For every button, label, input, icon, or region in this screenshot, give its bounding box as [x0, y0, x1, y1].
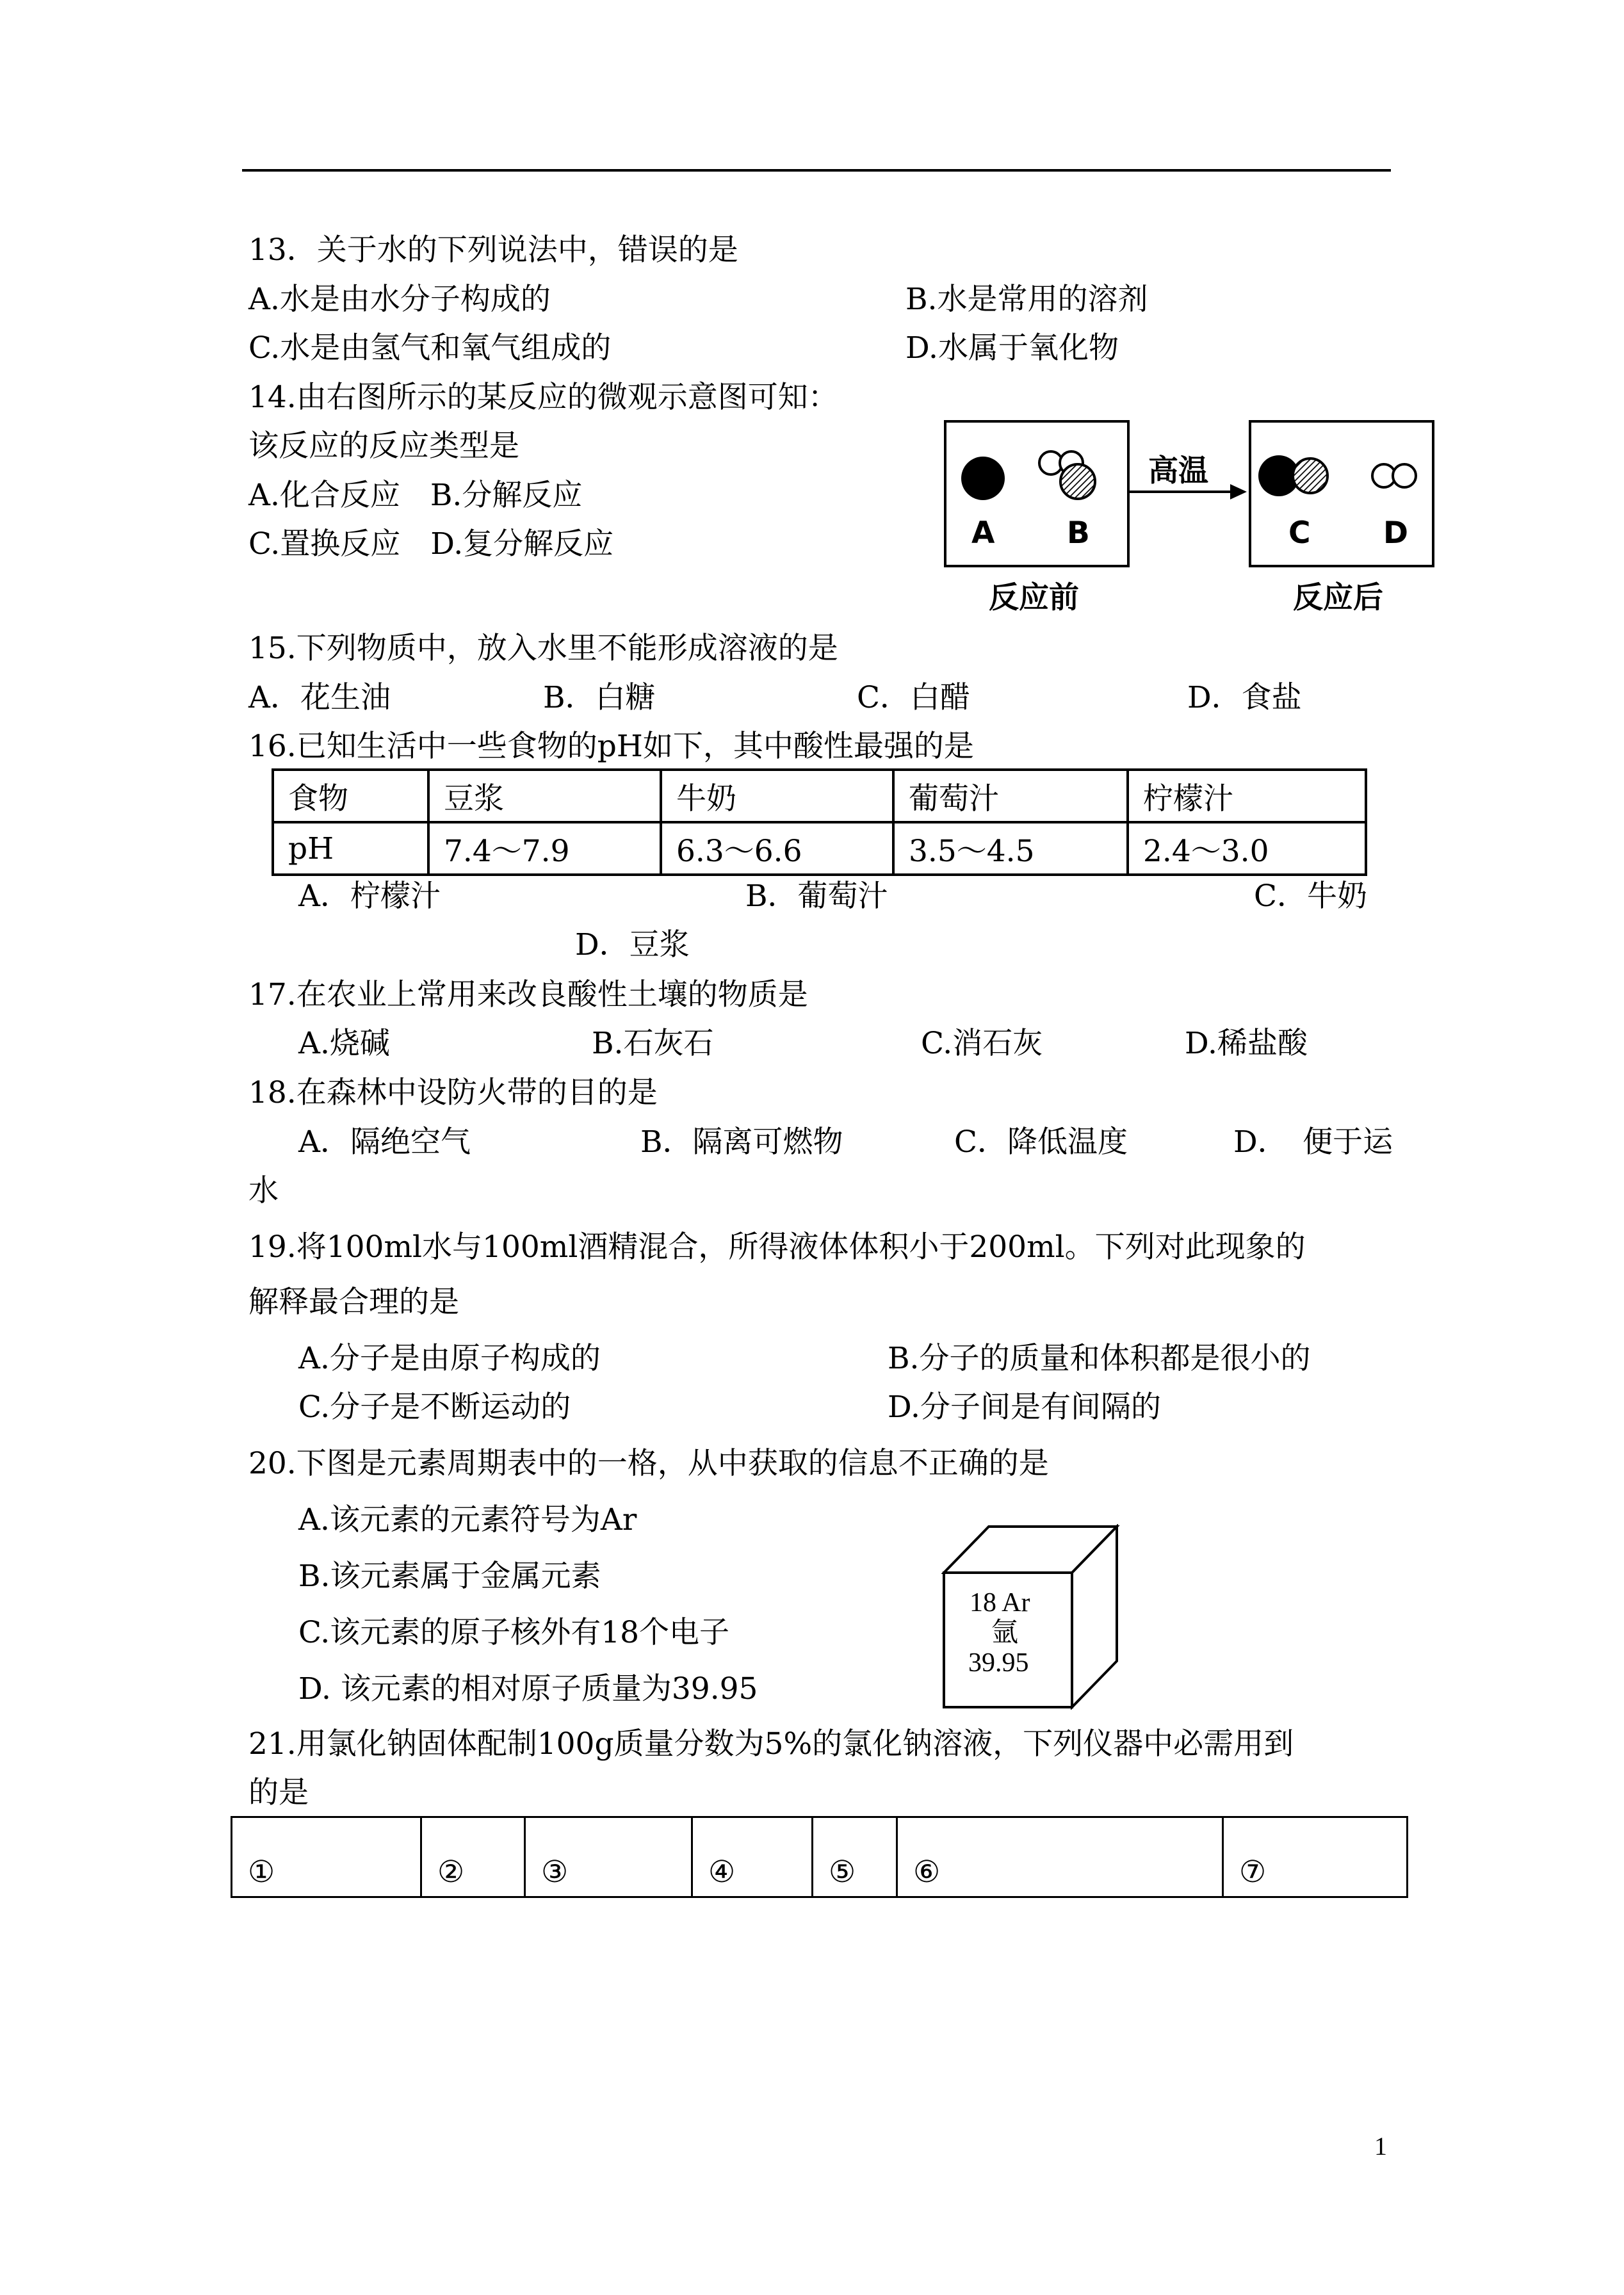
label-c: C [1288, 515, 1311, 551]
q19-option-b: B.分子的质量和体积都是很小的 [888, 1341, 1311, 1376]
q21-stem-line2: 的是 [248, 1775, 309, 1810]
arrow-head [1230, 484, 1247, 499]
table-header-cell: 豆浆 [428, 770, 661, 822]
table-cell: 6.3～6.6 [661, 822, 893, 875]
table-cell: 2.4～3.0 [1128, 822, 1366, 875]
label-d: D [1383, 515, 1409, 551]
q15-option-b: B．白糖 [543, 680, 656, 715]
q17-option-a: A.烧碱 [298, 1026, 390, 1061]
q20-option-a: A.该元素的元素符号为Ar [298, 1502, 637, 1537]
table-header-cell: 食物 [273, 770, 428, 822]
q18-option-a: A．隔绝空气 [298, 1124, 471, 1160]
element-name: 氩 [991, 1616, 1019, 1648]
q20-option-b: B.该元素属于金属元素 [298, 1559, 601, 1594]
q18-option-c: C．降低温度 [954, 1124, 1128, 1160]
table-cell: pH [273, 822, 428, 875]
q14-stem-line1: 14.由右图所示的某反应的微观示意图可知： [248, 380, 838, 415]
label-b: B [1067, 515, 1090, 551]
q16-option-b: B．葡萄汁 [745, 879, 888, 914]
q19-option-a: A.分子是由原子构成的 [298, 1341, 601, 1376]
q16-option-c: C．牛奶 [1254, 879, 1367, 914]
caption-before: 反应前 [989, 580, 1079, 615]
q17-option-d: D.稀盐酸 [1185, 1026, 1308, 1061]
q16-option-a: A．柠檬汁 [298, 879, 441, 914]
page-number: 1 [1374, 2132, 1387, 2161]
element-cell-box [941, 1524, 1121, 1710]
reaction-condition: 高温 [1148, 453, 1208, 489]
table-cell: 3.5～4.5 [893, 822, 1128, 875]
q16-option-d: D．豆浆 [575, 927, 690, 962]
q14-options-line2: C.置换反应 D.复分解反应 [248, 526, 614, 562]
molecule-c-hatched-atom [1293, 458, 1328, 493]
instrument-table [231, 1816, 1408, 1898]
caption-after: 反应后 [1293, 580, 1383, 615]
instrument-cell-5: ⑤ [813, 1817, 897, 1897]
q20-option-d: D. 该元素的相对原子质量为39.95 [298, 1671, 758, 1707]
q14-options-line1: A.化合反应 B.分解反应 [248, 478, 583, 513]
q13-option-c: C.水是由氢气和氧气组成的 [248, 330, 612, 366]
q17-option-c: C.消石灰 [921, 1026, 1043, 1061]
q14-stem-line2: 该反应的反应类型是 [248, 428, 519, 464]
q15-stem: 15.下列物质中，放入水里不能形成溶液的是 [248, 631, 838, 666]
instrument-cell-7: ⑦ [1223, 1817, 1408, 1897]
q15-option-a: A．花生油 [248, 680, 391, 715]
table-header-cell: 牛奶 [661, 770, 893, 822]
element-number-symbol: 18 Ar [970, 1588, 1030, 1618]
table-row [232, 1817, 1408, 1897]
ph-table [272, 768, 1367, 876]
q15-option-d: D．食盐 [1187, 680, 1302, 715]
instrument-cell-1: ① [232, 1817, 421, 1897]
instrument-cell-3: ③ [525, 1817, 692, 1897]
instrument-cell-4: ④ [692, 1817, 813, 1897]
q18-option-b: B．隔离可燃物 [640, 1124, 843, 1160]
q19-stem-line2: 解释最合理的是 [248, 1285, 459, 1320]
q16-stem: 16.已知生活中一些食物的pH如下，其中酸性最强的是 [248, 729, 974, 764]
table-header-cell: 柠檬汁 [1128, 770, 1366, 822]
q20-option-c: C.该元素的原子核外有18个电子 [298, 1615, 730, 1650]
q19-option-d: D.分子间是有间隔的 [888, 1390, 1161, 1425]
q19-option-c: C.分子是不断运动的 [298, 1390, 571, 1425]
q17-stem: 17.在农业上常用来改良酸性土壤的物质是 [248, 977, 808, 1012]
instrument-cell-6: ⑥ [897, 1817, 1223, 1897]
q13-option-d: D.水属于氧化物 [905, 330, 1119, 366]
molecule-d-white-atom [1393, 464, 1416, 487]
q13-option-a: A.水是由水分子构成的 [248, 282, 551, 317]
q21-stem-line1: 21.用氯化钠固体配制100g质量分数为5%的氯化钠溶液，下列仪器中必需用到 [248, 1726, 1294, 1762]
q18-stem: 18.在森林中设防火带的目的是 [248, 1075, 658, 1110]
q13-stem: 13．关于水的下列说法中，错误的是 [248, 232, 738, 268]
q19-stem-line1: 19.将100ml水与100ml酒精混合，所得液体体积小于200ml。下列对此现象的 [248, 1229, 1306, 1265]
table-row [273, 770, 1366, 822]
molecule-a-black-atom [961, 457, 1005, 500]
q17-option-b: B.石灰石 [592, 1026, 714, 1061]
table-row [273, 822, 1366, 875]
q15-option-c: C．白醋 [857, 680, 970, 715]
label-a: A [971, 515, 995, 551]
q18-option-d: D． 便于运 [1233, 1124, 1393, 1160]
molecule-b-hatched-atom [1060, 464, 1095, 499]
table-cell: 7.4～7.9 [428, 822, 661, 875]
q18-option-d-wrap: 水 [248, 1173, 279, 1208]
q13-option-b: B.水是常用的溶剂 [905, 282, 1148, 317]
q20-stem: 20.下图是元素周期表中的一格，从中获取的信息不正确的是 [248, 1446, 1049, 1481]
table-header-cell: 葡萄汁 [893, 770, 1128, 822]
element-mass: 39.95 [968, 1648, 1029, 1678]
instrument-cell-2: ② [421, 1817, 525, 1897]
